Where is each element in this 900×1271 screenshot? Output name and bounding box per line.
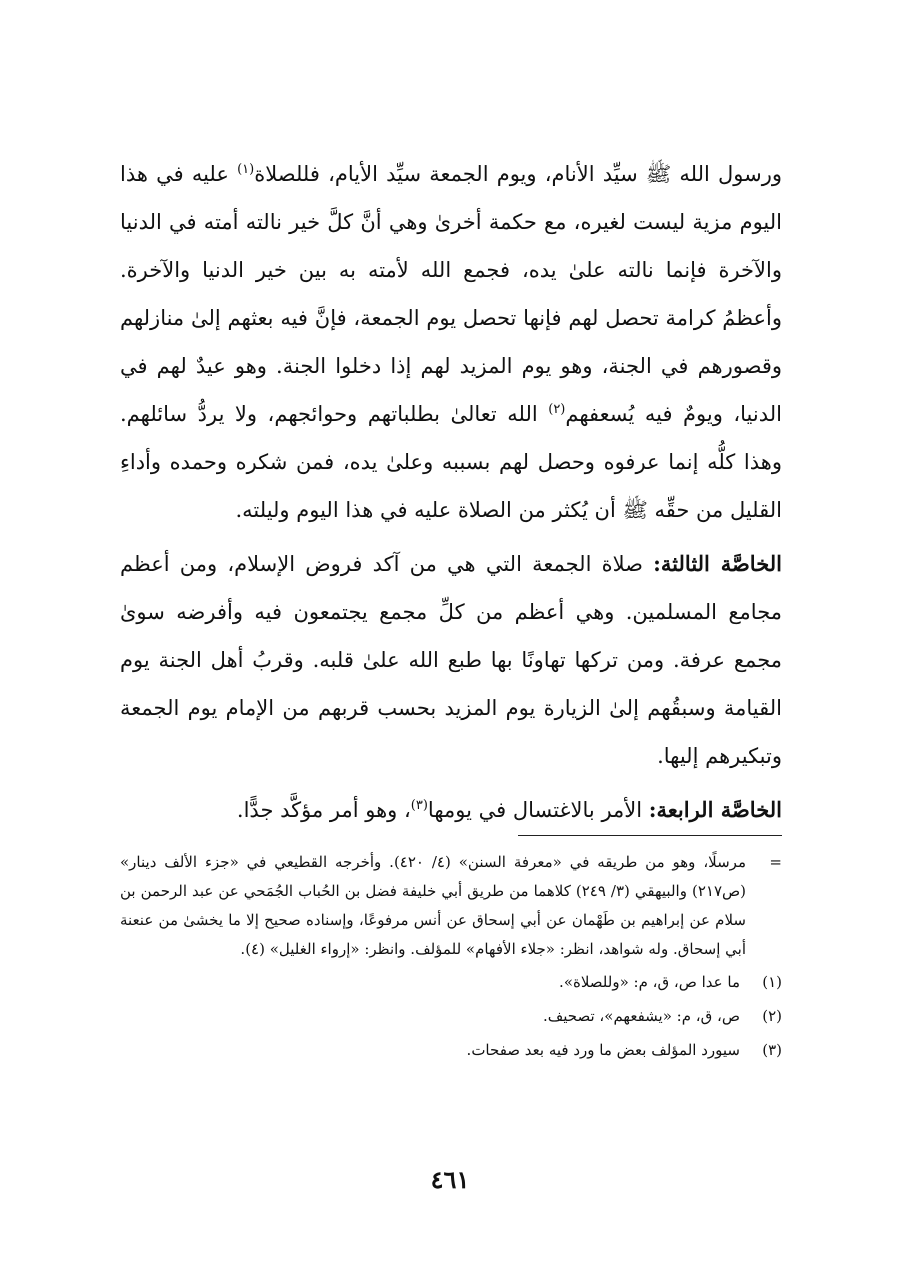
footnote-item — [120, 966, 782, 998]
paragraph-1-text-b: عليه في هذا اليوم مزية ليست لغيره، مع حكمة أخرىٰ وهي أنَّ كلَّ خير نالته أمته في الدنيا والآخرة فإنما نالته علىٰ يده، فجمع الله لأمته به بين خير الدنيا والآخرة. وأعظمُ كرامة تحصل لهم فإنها تحصل يوم الجمعة، فإنَّ فيه بعثهم إلىٰ منازلهم وقصورهم في الجنة، وهو يوم المزيد لهم إذا دخلوا الجنة. وهو عيدٌ لهم في الدنيا، ويومٌ فيه يُسعفهم — [120, 162, 782, 426]
section-heading-third: الخاصَّة الثالثة: — [653, 551, 782, 576]
footnote-number: (٢) — [762, 1007, 782, 1025]
paragraph-3 — [120, 786, 782, 834]
section-heading-fourth: الخاصَّة الرابعة: — [648, 797, 782, 822]
footnote-text: ما عدا ص، ق، م: «وللصلاة». — [559, 973, 740, 991]
footnote-continuation — [120, 848, 782, 964]
footnote-item — [120, 1000, 782, 1032]
paragraph-3-text-a: الأمر بالاغتسال في يومها — [427, 798, 649, 822]
paragraph-1-text-a: ورسول الله ﷺ سيِّد الأنام، ويوم الجمعة سيِّد الأيام، فللصلاة — [254, 162, 783, 186]
continuation-text: مرسلًا، وهو من طريقه في «معرفة السنن» (٤/ ٤٢٠). وأخرجه القطيعي في «جزء الألف دينار» (ص٢١٧) والبيهقي (٣/ ٢٤٩) كلاهما من طريق أبي خليفة فضل بن الحُباب الجُمَحي عن عبد الرحمن بن سلام عن إبراهيم بن طَهْمان عن أبي إسحاق عن أنس مرفوعًا، وإسناده صحيح إلا ما يخشىٰ من عنعنة أبي إسحاق. وله شواهد، انظر: «جلاء الأفهام» للمؤلف. وانظر: «إرواء الغليل» (٤). — [120, 853, 746, 958]
footnote-item — [120, 1034, 782, 1066]
footnote-divider — [518, 835, 782, 836]
paragraph-2-text: صلاة الجمعة التي هي من آكد فروض الإسلام، ومن أعظم مجامع المسلمين. وهي أعظم من كلِّ مجمع يجتمعون فيه وأفرضه سوىٰ مجمع عرفة. ومن تركها تهاونًا بها طبع الله علىٰ قلبه. وقربُ أهل الجنة يوم القيامة وسبقُهم إلىٰ الزيارة يوم المزيد بحسب قربهم من الإمام يوم الجمعة وتبكيرهم إليها. — [120, 552, 782, 768]
page-number: ٤٦١ — [430, 1165, 470, 1194]
paragraph-2 — [120, 540, 782, 780]
footnote-number: (١) — [762, 973, 782, 991]
footnote-number: (٣) — [762, 1041, 782, 1059]
footnote-ref-3: (٣) — [410, 798, 428, 813]
footnote-ref-2: (٢) — [548, 402, 566, 417]
continuation-mark: = — [769, 853, 782, 871]
footnote-ref-1: (١) — [237, 162, 255, 177]
paragraph-3-text-b: ، وهو أمر مؤكَّد جدًّا. — [236, 798, 411, 822]
footnotes — [120, 848, 782, 1066]
footnote-text: ص، ق، م: «يشفعهم»، تصحيف. — [542, 1007, 740, 1025]
main-text — [120, 150, 782, 834]
paragraph-1 — [120, 150, 782, 534]
footnote-text: سيورد المؤلف بعض ما ورد فيه بعد صفحات. — [466, 1041, 740, 1059]
paragraph-1-text-c: الله تعالىٰ بطلباتهم وحوائجهم، ولا يردُّ سائلهم. وهذا كلُّه إنما عرفوه وحصل لهم بسببه وعلىٰ يده، فمن شكره وحمده وأداءِ القليل من حقِّه ﷺ أن يُكثر من الصلاة عليه في هذا اليوم وليلته. — [120, 402, 782, 522]
